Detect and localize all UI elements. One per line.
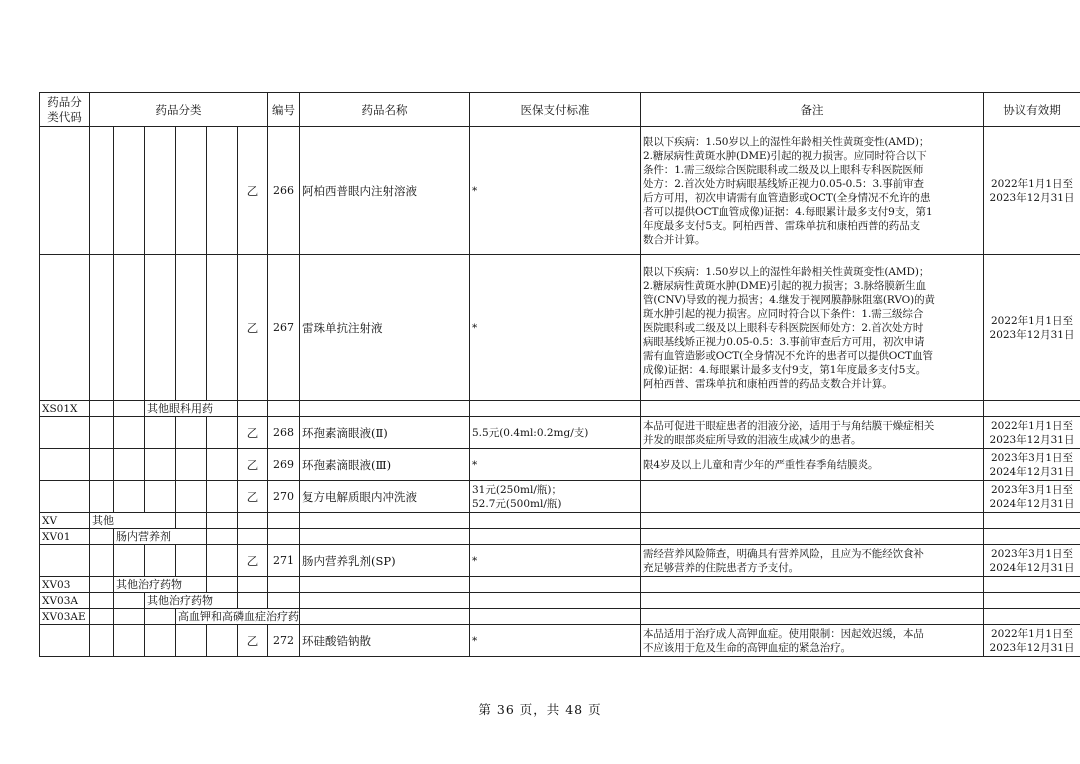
category-label: 其他治疗药物 [114, 577, 207, 593]
category-code: XV [40, 513, 90, 529]
drug-class: 乙 [238, 545, 268, 577]
drug-name: 肠内营养乳剂(SP) [300, 545, 470, 577]
header-name: 药品名称 [300, 93, 470, 127]
validity-period: 2022年1月1日至 2023年12月31日 [984, 127, 1080, 255]
header-remark: 备注 [641, 93, 984, 127]
table-row [40, 417, 1080, 449]
drug-number: 266 [268, 127, 300, 255]
category-row [40, 593, 1080, 609]
drug-number: 270 [268, 481, 300, 513]
remark: 本品可促进干眼症患者的泪液分泌，适用于与角结膜干燥症相关 并发的眼部炎症所导致的泪液生成减少的患者。 [641, 417, 984, 449]
validity-period: 2023年3月1日至 2024年12月31日 [984, 449, 1080, 481]
validity-period: 2023年3月1日至 2024年12月31日 [984, 481, 1080, 513]
payment-standard: 5.5元(0.4ml:0.2mg/支) [470, 417, 641, 449]
header-standard: 医保支付标准 [470, 93, 641, 127]
remark [641, 481, 984, 513]
remark: 需经营养风险筛查，明确具有营养风险，且应为不能经饮食补 充足够营养的住院患者方予支付。 [641, 545, 984, 577]
drug-class: 乙 [238, 417, 268, 449]
validity-period: 2022年1月1日至 2023年12月31日 [984, 417, 1080, 449]
drug-name: 环孢素滴眼液(Ⅱ) [300, 417, 470, 449]
header-category: 药品分类 [90, 93, 268, 127]
category-row [40, 401, 1080, 417]
header-validity: 协议有效期 [984, 93, 1080, 127]
remark: 本品适用于治疗成人高钾血症。使用限制：因起效迟缓，本品 不应该用于危及生命的高钾血症的紧急治疗。 [641, 625, 984, 657]
header-code: 药品分类代码 [40, 93, 90, 127]
drug-class: 乙 [238, 625, 268, 657]
category-code: XV01 [40, 529, 90, 545]
payment-standard: * [470, 625, 641, 657]
payment-standard: * [470, 127, 641, 255]
drug-class: 乙 [238, 481, 268, 513]
page-number-footer: 第 36 页，共 48 页 [478, 702, 602, 717]
drug-number: 271 [268, 545, 300, 577]
drug-class: 乙 [238, 449, 268, 481]
table-row [40, 255, 1080, 401]
table-row [40, 449, 1080, 481]
drug-name: 雷珠单抗注射液 [300, 255, 470, 401]
drug-class: 乙 [238, 127, 268, 255]
header-number: 编号 [268, 93, 300, 127]
category-code: XS01X [40, 401, 90, 417]
category-row [40, 529, 1080, 545]
category-label: 肠内营养剂 [114, 529, 207, 545]
payment-standard: * [470, 449, 641, 481]
category-row [40, 513, 1080, 529]
category-label: 其他眼科用药 [145, 401, 238, 417]
drug-number: 267 [268, 255, 300, 401]
drug-table [39, 92, 1080, 657]
remark: 限以下疾病：1.50岁以上的湿性年龄相关性黄斑变性(AMD)； 2.糖尿病性黄斑水肿(DME)引起的视力损害；3.脉络膜新生血 管(CNV)导致的视力损害；4.继发于视网膜静脉阻塞(RVO)的黄 斑水肿引起的视力损害。应同时符合以下条件：1.需三级综合 医院眼科或二级及以上眼科专科医院医师处方：2.首次处方时 病眼基线矫正视力0.05-0.5：3.事前审查后方可用，初次申请 需有血管造影或OCT(全身情况不允许的患者可以提供OCT血管 成像)证据：4.每眼累计最多支付9支，第1年度最多支付5支。 阿柏西普、雷珠单抗和康柏西普的药品支数合并计算。 [641, 255, 984, 401]
payment-standard: * [470, 255, 641, 401]
validity-period: 2023年3月1日至 2024年12月31日 [984, 545, 1080, 577]
drug-number: 268 [268, 417, 300, 449]
category-label: 其他 [90, 513, 176, 529]
drug-name: 环硅酸锆钠散 [300, 625, 470, 657]
header-row [40, 93, 1080, 127]
drug-number: 272 [268, 625, 300, 657]
table-row [40, 625, 1080, 657]
remark: 限以下疾病：1.50岁以上的湿性年龄相关性黄斑变性(AMD)； 2.糖尿病性黄斑水肿(DME)引起的视力损害。应同时符合以下 条件：1.需三级综合医院眼科或二级及以上眼科专科医院医师 处方：2.首次处方时病眼基线矫正视力0.05-0.5：3.事前审查 后方可用，初次申请需有血管造影或OCT(全身情况不允许的患 者可以提供OCT血管成像)证据：4.每眼累计最多支付9支，第1 年度最多支付5支。阿柏西普、雷珠单抗和康柏西普的药品支 数合并计算。 [641, 127, 984, 255]
validity-period: 2022年1月1日至 2023年12月31日 [984, 255, 1080, 401]
category-row [40, 577, 1080, 593]
category-row [40, 609, 1080, 625]
category-code: XV03 [40, 577, 90, 593]
drug-name: 环孢素滴眼液(Ⅲ) [300, 449, 470, 481]
category-label: 高血钾和高磷血症治疗药 [176, 609, 300, 625]
payment-standard: 31元(250ml/瓶)； 52.7元(500ml/瓶) [470, 481, 641, 513]
remark: 限4岁及以上儿童和青少年的严重性春季角结膜炎。 [641, 449, 984, 481]
table-row [40, 545, 1080, 577]
category-label: 其他治疗药物 [145, 593, 238, 609]
validity-period: 2022年1月1日至 2023年12月31日 [984, 625, 1080, 657]
category-code: XV03AE [40, 609, 90, 625]
category-code: XV03A [40, 593, 90, 609]
drug-number: 269 [268, 449, 300, 481]
drug-list-page [39, 92, 1075, 657]
table-row [40, 127, 1080, 255]
drug-class: 乙 [238, 255, 268, 401]
drug-name: 阿柏西普眼内注射溶液 [300, 127, 470, 255]
table-row [40, 481, 1080, 513]
payment-standard: * [470, 545, 641, 577]
drug-name: 复方电解质眼内冲洗液 [300, 481, 470, 513]
